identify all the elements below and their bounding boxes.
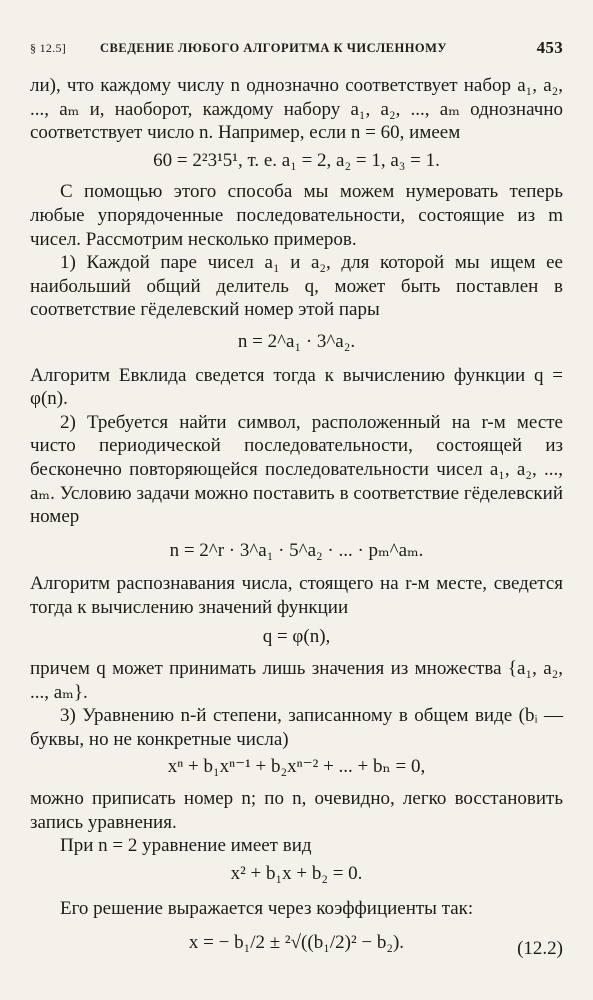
paragraph-n-equals-2: При n = 2 уравнение имеет вид — [60, 835, 312, 857]
formula-solution: x = − b₁/2 ± ²√((b₁/2)² − b₂). — [188, 932, 405, 953]
formula-sequence-number: n = 2^r · 3^a₁ · 5^a₂ · ... · pₘ^aₘ. — [169, 539, 424, 561]
formula-solution-block — [30, 931, 563, 971]
paragraph-example-2: 2) Требуется найти символ, расположенный на r-м месте чисто периодической последовательности, состоящей из бесконечно повторяющейся последовательности чисел a₁, a₂, ..., aₘ. Условию задачи можно поставить в соответствие гёделевский номер — [30, 411, 563, 528]
paragraph-example-1: 1) Каждой паре чисел a₁ и a₂, для которой мы ищем ее наибольший общий делитель q, может быть поставлен в соответствие гёделевский номер этой пары — [30, 252, 563, 321]
formula-quadratic: x² + b₁x + b₂ = 0. — [230, 862, 363, 884]
page-body — [30, 74, 563, 971]
paragraph-values: причем q может принимать лишь значения из множества {a₁, a₂, ..., aₘ}. — [30, 658, 563, 703]
paragraph-example-3: 3) Уравнению n-й степени, записанному в общем виде (bᵢ — буквы, но не конкретные числа) — [30, 705, 563, 750]
formula-general-equation: xⁿ + b₁xⁿ⁻¹ + b₂xⁿ⁻² + ... + bₙ = 0, — [167, 756, 426, 778]
paragraph-euclid: Алгоритм Евклида сведется тогда к вычислению функции q = φ(n). — [30, 364, 563, 410]
formula-pair-number: n = 2^a₁ · 3^a₂. — [237, 330, 356, 352]
running-header — [30, 38, 563, 60]
equation-number: (12.2) — [517, 938, 563, 959]
formula-function: q = φ(n), — [262, 626, 331, 648]
page-number: 453 — [536, 38, 563, 57]
paragraph-recognition: Алгоритм распознавания числа, стоящего на r-м месте, сведется тогда к вычислению значений функции — [30, 573, 563, 618]
running-title: СВЕДЕНИЕ ЛЮБОГО АЛГОРИТМА К ЧИСЛЕННОМУ — [100, 41, 448, 55]
paragraph-numbering: С помощью этого способа мы можем нумеровать теперь любые упорядоченные последовательности, состоящие из m чисел. Рассмотрим несколько примеров. — [30, 181, 563, 250]
section-reference: § 12.5] — [30, 41, 67, 55]
formula-gödel-example: 60 = 2²3¹5¹, т. е. a₁ = 2, a₂ = 1, a₃ = 1. — [153, 149, 440, 171]
paragraph-restore: можно приписать номер n; по n, очевидно, легко восстановить запись уравнения. — [30, 788, 563, 833]
paragraph-continuation: ли), что каждому числу n однозначно соответствует набор a₁, a₂, ..., aₘ и, наоборот, каждому набору a₁, a₂, ..., aₘ однозначно соответствует число n. Например, если n = 60, имеем — [30, 75, 563, 144]
paragraph-solution: Его решение выражается через коэффициенты так: — [60, 898, 474, 920]
